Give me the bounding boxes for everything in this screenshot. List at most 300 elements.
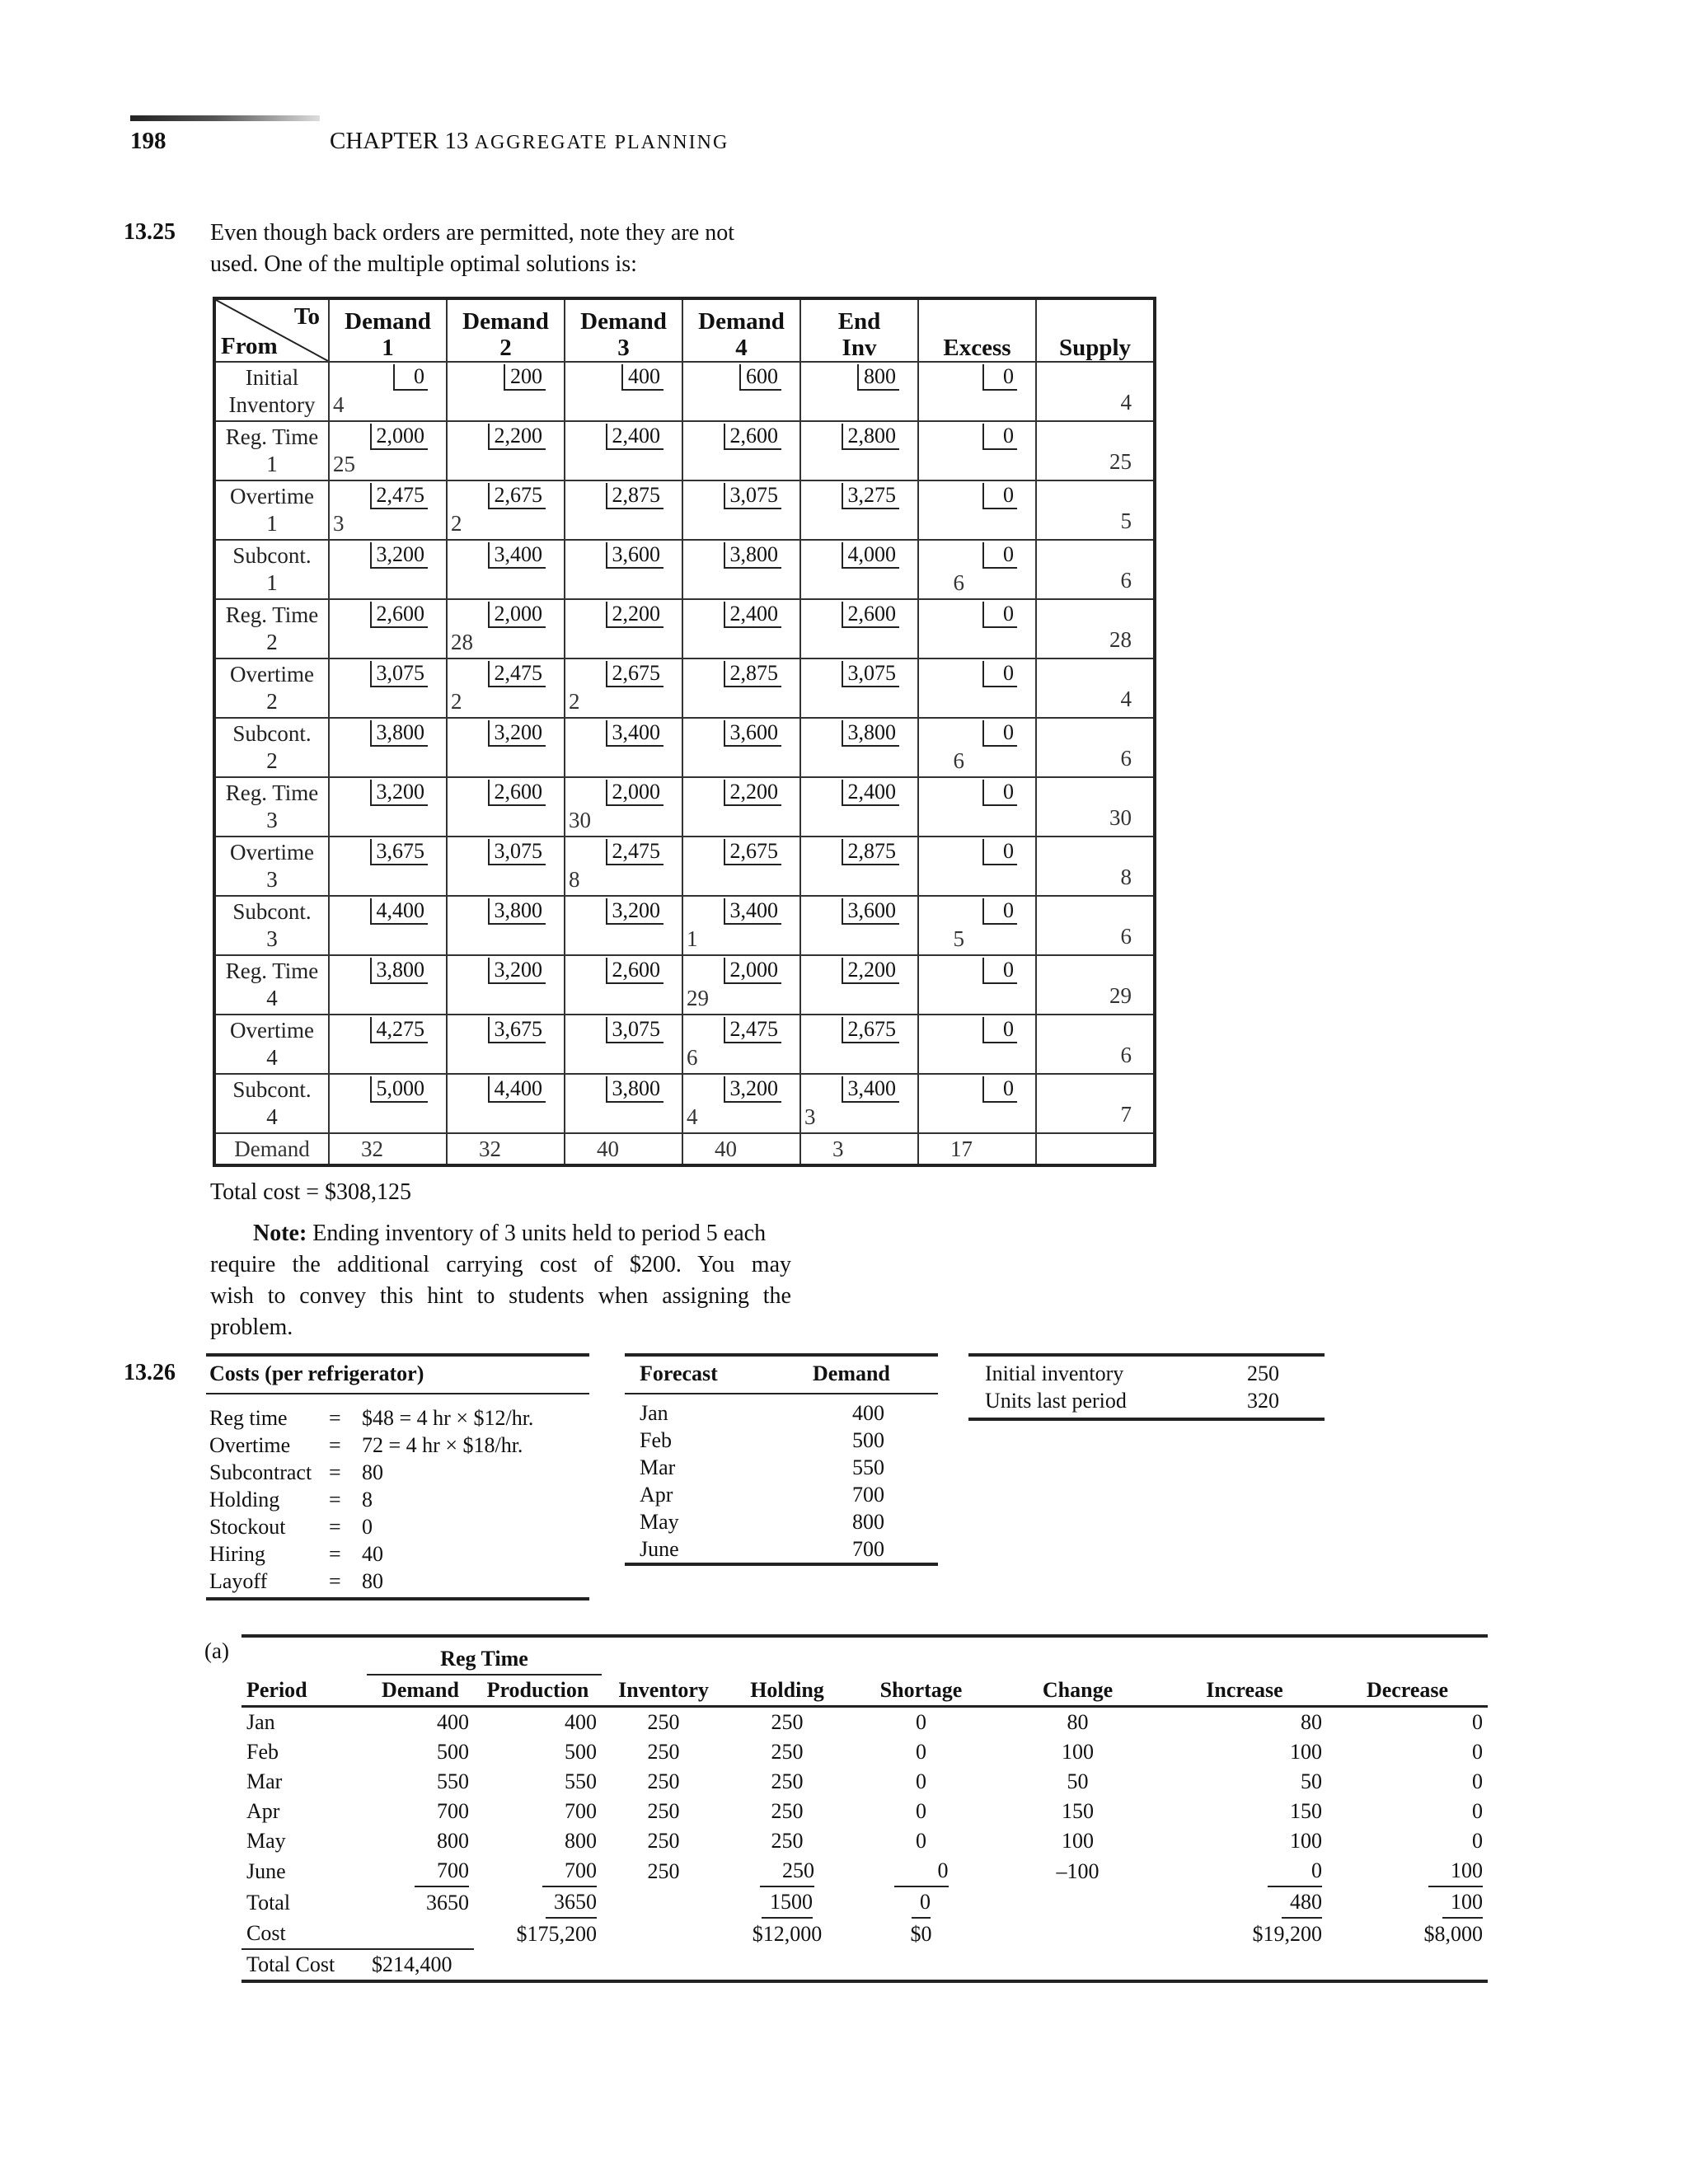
costs-header-rule: [206, 1393, 589, 1394]
part-a-header: Increase: [1162, 1675, 1327, 1707]
chapter-label: CHAPTER 13: [330, 128, 469, 154]
table-cell: [329, 421, 447, 480]
supply-cell: [1036, 896, 1155, 955]
part-a-label: (a): [204, 1638, 229, 1663]
part-a-cell: [725, 1767, 849, 1797]
unit-cost: 3,675: [370, 839, 429, 865]
part-a-cell: [1327, 1826, 1488, 1856]
note-label: Note:: [253, 1221, 307, 1246]
unit-cost: 3,275: [842, 483, 900, 509]
initial-label: Units last period: [985, 1389, 1127, 1413]
source-label: [214, 837, 329, 896]
source-label-line2: 4: [266, 1045, 278, 1070]
table-cell: [682, 1074, 800, 1133]
part-a-cell: [241, 1856, 367, 1887]
part-a-value: 100: [1290, 1740, 1322, 1764]
unit-cost: 2,675: [606, 661, 664, 687]
demand-value: [1036, 1133, 1155, 1165]
table-cell: [329, 599, 447, 658]
part-a-total-value: 0: [912, 1887, 931, 1919]
part-a-cell: [725, 1856, 849, 1887]
forecast-row: [640, 1508, 928, 1535]
table-cell: [447, 540, 565, 599]
table-cell: [800, 658, 918, 718]
cost-item: [209, 1432, 588, 1459]
part-a-cell: [993, 1856, 1162, 1887]
table-cell: [918, 362, 1036, 421]
table-cell: [918, 421, 1036, 480]
part-a-value: 400: [437, 1710, 469, 1734]
part-a-header: Holding: [725, 1675, 849, 1707]
forecast-header-demand: Demand: [813, 1361, 890, 1385]
part-a-cost-cell: Cost: [246, 1921, 286, 1945]
part-a-cell: [474, 1767, 602, 1797]
allocation: 28: [451, 630, 473, 654]
source-label-line1: Reg. Time: [225, 780, 319, 805]
table-cell: [565, 837, 682, 896]
allocation: 2: [569, 689, 580, 714]
unit-cost: 2,600: [606, 958, 664, 984]
part-a-cell: [602, 1767, 725, 1797]
part-a-value: 700: [437, 1799, 469, 1823]
table-cell: [800, 896, 918, 955]
forecast-row: [640, 1535, 928, 1563]
source-row: [214, 718, 1155, 777]
unit-cost: 0: [982, 720, 1017, 747]
part-a-cell: [1327, 1856, 1488, 1887]
part-a-header: Period: [241, 1675, 367, 1707]
problem-number-1326: 13.26: [124, 1360, 176, 1385]
demand-value: 32: [329, 1133, 447, 1165]
supply-cell: [1036, 1015, 1155, 1074]
unit-cost: 600: [739, 364, 781, 391]
table-cell: [918, 896, 1036, 955]
forecast-header-month: Forecast: [640, 1361, 718, 1385]
note-1325: [210, 1218, 791, 1343]
table-cell: [918, 718, 1036, 777]
source-label-line1: Reg. Time: [225, 602, 319, 627]
part-a-header-row: [241, 1675, 1488, 1707]
column-header-line1: Demand: [345, 308, 431, 335]
unit-cost: 2,800: [842, 424, 900, 450]
forecast-demand: 500: [852, 1428, 884, 1452]
unit-cost: 3,200: [488, 958, 546, 984]
cost-label: Stockout: [209, 1515, 286, 1539]
part-a-cell: [602, 1826, 725, 1856]
unit-cost: 2,200: [842, 958, 900, 984]
part-a-cell: [367, 1767, 474, 1797]
part-a-cell: [1327, 1797, 1488, 1826]
unit-cost: 3,400: [606, 720, 664, 747]
part-a-cell: [241, 1797, 367, 1826]
part-a-value: 50: [1301, 1769, 1322, 1793]
supply-cell: [1036, 421, 1155, 480]
unit-cost: 0: [982, 780, 1017, 806]
table-cell: [682, 718, 800, 777]
part-a-cell: [993, 1737, 1162, 1767]
part-a-cell: [367, 1826, 474, 1856]
unit-cost: 0: [393, 364, 428, 391]
part-a-header: Demand: [367, 1675, 474, 1707]
column-header-5: [918, 298, 1036, 362]
part-a-value: 250: [647, 1859, 680, 1883]
part-a-value: 0: [1472, 1740, 1483, 1764]
table-cell: [800, 718, 918, 777]
part-a-cell: [367, 1797, 474, 1826]
part-a-cost-cell: [602, 1919, 725, 1949]
part-a-value: 0: [1472, 1829, 1483, 1853]
part-a-row: [241, 1707, 1488, 1738]
column-header-6: [1036, 298, 1155, 362]
table-cell: [565, 718, 682, 777]
unit-cost: 2,400: [724, 602, 782, 628]
cost-value: 72 = 4 hr × $18/hr.: [362, 1433, 523, 1457]
part-a-cell: [993, 1767, 1162, 1797]
cost-label: Overtime: [209, 1433, 291, 1457]
part-a-value: 250: [771, 1799, 804, 1823]
table-cell: [329, 955, 447, 1015]
demand-value: 40: [565, 1133, 682, 1165]
part-a-total-cell: [993, 1887, 1162, 1919]
part-a-cell: [367, 1856, 474, 1887]
source-label: [214, 955, 329, 1015]
forecast-demand: 700: [852, 1483, 884, 1507]
part-a-row: [241, 1767, 1488, 1797]
supply-cell: [1036, 480, 1155, 540]
table-cell: [800, 837, 918, 896]
source-label: [214, 480, 329, 540]
table-cell: [800, 540, 918, 599]
part-a-cell: [241, 1707, 367, 1738]
source-label-line1: Subcont.: [232, 543, 312, 568]
table-cell: [918, 658, 1036, 718]
table-cell: [682, 362, 800, 421]
supply-value: 4: [1120, 390, 1132, 415]
forecast-demand: 400: [852, 1401, 884, 1425]
unit-cost: 0: [982, 1017, 1017, 1043]
table-cell: [565, 777, 682, 837]
unit-cost: 3,600: [724, 720, 782, 747]
part-a-table: [241, 1634, 1488, 1983]
source-row: [214, 480, 1155, 540]
cost-value: 80: [362, 1569, 383, 1593]
table-cell: [918, 1074, 1036, 1133]
source-row: [214, 658, 1155, 718]
forecast-rows: [640, 1399, 928, 1563]
unit-cost: 5,000: [370, 1076, 429, 1103]
allocation: 3: [333, 511, 345, 536]
table-cell: [800, 480, 918, 540]
part-a-value: 0: [916, 1829, 926, 1853]
part-a-value: 0: [1472, 1769, 1483, 1793]
unit-cost: 2,000: [724, 958, 782, 984]
forecast-row: [640, 1427, 928, 1454]
forecast-month: Feb: [640, 1428, 672, 1452]
empty-cell: [474, 1949, 602, 1981]
unit-cost: 0: [982, 424, 1017, 450]
table-cell: [800, 599, 918, 658]
part-a-row: [241, 1737, 1488, 1767]
allocation: 2: [451, 511, 462, 536]
table-cell: [918, 480, 1036, 540]
table-cell: [329, 1074, 447, 1133]
part-a-cost-cell: $8,000: [1423, 1921, 1483, 1946]
part-a-cell: [725, 1707, 849, 1738]
source-label-line1: Overtime: [230, 484, 314, 509]
total-cost-label: Total Cost: [241, 1949, 367, 1981]
table-cell: [918, 777, 1036, 837]
part-a-cell: [849, 1707, 993, 1738]
part-a-value: 250: [647, 1799, 680, 1823]
cost-item: [209, 1404, 588, 1432]
source-row: [214, 362, 1155, 421]
table-cell: [329, 777, 447, 837]
initial-value: 320: [1247, 1389, 1279, 1413]
part-a-value: 250: [647, 1740, 680, 1764]
unit-cost: 2,000: [606, 780, 664, 806]
part-a-total-cell: [602, 1887, 725, 1919]
table-cell: [682, 896, 800, 955]
unit-cost: 0: [982, 602, 1017, 628]
source-label-line2: 1: [266, 511, 278, 536]
demand-value: 17: [918, 1133, 1036, 1165]
table-cell: [800, 955, 918, 1015]
demand-value: 32: [447, 1133, 565, 1165]
allocation: 4: [333, 392, 345, 417]
unit-cost: 3,075: [842, 661, 900, 687]
part-a-header: Change: [993, 1675, 1162, 1707]
table-cell: [329, 896, 447, 955]
column-header-line2: 4: [735, 335, 748, 361]
part-a-cell: [474, 1797, 602, 1826]
part-a-value: 550: [565, 1769, 597, 1793]
transportation-table: [213, 297, 1156, 1167]
demand-row-label: Demand: [214, 1133, 329, 1165]
cost-label: Holding: [209, 1488, 280, 1511]
supply-cell: [1036, 1074, 1155, 1133]
unit-cost: 0: [982, 839, 1017, 865]
unit-cost: 2,600: [370, 602, 429, 628]
unit-cost: 4,400: [488, 1076, 546, 1103]
forecast-demand: 800: [852, 1510, 884, 1534]
part-a-cell: [241, 1767, 367, 1797]
part-a-cell: [849, 1826, 993, 1856]
part-a-cell: [849, 1737, 993, 1767]
forecast-table: [625, 1353, 938, 1566]
column-header-1: [447, 298, 565, 362]
unit-cost: 3,600: [842, 898, 900, 925]
unit-cost: 2,475: [724, 1017, 782, 1043]
part-a-value: 250: [647, 1829, 680, 1853]
part-a-cell: [1162, 1797, 1327, 1826]
unit-cost: 0: [982, 542, 1017, 569]
unit-cost: 3,200: [488, 720, 546, 747]
empty-cell: [725, 1949, 849, 1981]
table-cell: [447, 718, 565, 777]
forecast-row: [640, 1454, 928, 1481]
source-row: [214, 955, 1155, 1015]
empty-cell: [602, 1949, 725, 1981]
column-header-4: [800, 298, 918, 362]
unit-cost: 2,675: [842, 1017, 900, 1043]
empty-cell: [993, 1949, 1162, 1981]
empty-cell: [725, 1636, 849, 1675]
note-line2: require the additional carrying cost of $200. You may: [210, 1252, 791, 1277]
part-a-cell: [1327, 1707, 1488, 1738]
source-label: [214, 599, 329, 658]
part-a-group-header-row: [241, 1636, 1488, 1675]
supply-value: 7: [1120, 1102, 1132, 1127]
source-label-line2: 2: [266, 748, 278, 773]
part-a-cell: [602, 1737, 725, 1767]
cost-value: 40: [362, 1542, 383, 1566]
part-a-cell: [367, 1707, 474, 1738]
part-a-value: 0: [1268, 1856, 1322, 1887]
source-label-line2: 4: [266, 986, 278, 1010]
part-a-value: May: [246, 1829, 286, 1853]
source-label: [214, 421, 329, 480]
part-a-cell: [1327, 1737, 1488, 1767]
part-a-value: Apr: [246, 1799, 280, 1823]
allocation: 6: [953, 748, 964, 773]
table-cell: [329, 1015, 447, 1074]
problem-1325-line1: Even though back orders are permitted, note they are not: [210, 220, 734, 246]
source-label: [214, 896, 329, 955]
supply-value: 6: [1120, 924, 1132, 949]
costs-title: Costs (per refrigerator): [209, 1361, 424, 1385]
table-cell: [918, 837, 1036, 896]
unit-cost: 2,600: [488, 780, 546, 806]
corner-to: To: [293, 303, 320, 330]
column-header-line1: Demand: [580, 308, 667, 335]
part-a-cell: [602, 1856, 725, 1887]
part-a-value: 0: [916, 1740, 926, 1764]
header-rule: [130, 115, 320, 121]
table-cell: [447, 777, 565, 837]
unit-cost: 3,400: [724, 898, 782, 925]
unit-cost: 800: [857, 364, 899, 391]
part-a-value: 700: [415, 1856, 469, 1887]
part-a-value: 700: [542, 1856, 597, 1887]
table-cell: [565, 658, 682, 718]
part-a-total-value: 100: [1442, 1887, 1483, 1919]
part-a-row: [241, 1826, 1488, 1856]
source-label-line2: Inventory: [228, 392, 316, 417]
empty-cell: [241, 1636, 367, 1675]
part-a-value: 0: [916, 1710, 926, 1734]
table-cell: [447, 955, 565, 1015]
supply-cell: [1036, 362, 1155, 421]
cost-eq: =: [329, 1406, 341, 1430]
part-a-cell: [1162, 1767, 1327, 1797]
table-cell: [800, 362, 918, 421]
table-cell: [565, 480, 682, 540]
note-line1: [210, 1218, 791, 1249]
cost-item: [209, 1486, 588, 1513]
part-a-value: 0: [916, 1799, 926, 1823]
unit-cost: 3,800: [370, 720, 429, 747]
forecast-month: May: [640, 1510, 679, 1534]
source-label-line1: Subcont.: [232, 899, 312, 924]
table-cell: [682, 1015, 800, 1074]
table-cell: [329, 658, 447, 718]
unit-cost: 3,800: [606, 1076, 664, 1103]
supply-value: 4: [1120, 687, 1132, 711]
table-cell: [447, 421, 565, 480]
part-a-value: 0: [894, 1856, 949, 1887]
cost-item: [209, 1540, 588, 1568]
source-label-line1: Initial: [245, 365, 299, 390]
part-a-total-cell: [849, 1887, 993, 1919]
supply-value: 25: [1109, 449, 1132, 474]
source-label: [214, 540, 329, 599]
forecast-demand: 700: [852, 1537, 884, 1561]
part-a-cell: [474, 1707, 602, 1738]
part-a-cell: [602, 1797, 725, 1826]
allocation: 6: [687, 1045, 698, 1070]
column-header-line1: End: [837, 308, 881, 335]
empty-cell: [993, 1636, 1162, 1675]
part-a-value: 250: [771, 1829, 804, 1853]
source-row: [214, 599, 1155, 658]
part-a-value: 0: [916, 1769, 926, 1793]
demand-row: [214, 1133, 1155, 1165]
cost-eq: =: [329, 1433, 341, 1457]
note-line3: wish to convey this hint to students when assigning the: [210, 1283, 791, 1309]
part-a-cell: [474, 1856, 602, 1887]
unit-cost: 3,075: [606, 1017, 664, 1043]
part-a-cell: [474, 1737, 602, 1767]
unit-cost: 2,875: [606, 483, 664, 509]
unit-cost: 0: [982, 1076, 1017, 1103]
allocation: 30: [569, 808, 591, 832]
empty-cell: [1327, 1636, 1488, 1675]
part-a-cost-cell: $0: [910, 1921, 932, 1946]
part-a-total-value: 3650: [426, 1891, 469, 1915]
unit-cost: 200: [504, 364, 546, 391]
source-label-line1: Subcont.: [232, 1077, 312, 1102]
unit-cost: 2,400: [842, 780, 900, 806]
source-row: [214, 777, 1155, 837]
cost-eq: =: [329, 1460, 341, 1484]
column-header-line1: Demand: [462, 308, 549, 335]
initial-row: [985, 1387, 1323, 1414]
source-label-line2: 2: [266, 689, 278, 714]
allocation: 25: [333, 452, 355, 476]
table-cell: [447, 1074, 565, 1133]
part-a-cost-row: [241, 1919, 1488, 1949]
unit-cost: 3,600: [606, 542, 664, 569]
part-a-total-value: 3650: [546, 1887, 597, 1919]
supply-value: 6: [1120, 568, 1132, 593]
table-cell: [565, 540, 682, 599]
part-a-cell: [993, 1797, 1162, 1826]
source-row: [214, 421, 1155, 480]
forecast-header-rule: [625, 1393, 938, 1394]
forecast-row: [640, 1481, 928, 1508]
unit-cost: 0: [982, 898, 1017, 925]
supply-value: 6: [1120, 746, 1132, 771]
table-cell: [447, 1015, 565, 1074]
allocation: 4: [687, 1104, 698, 1129]
part-a-total-cell: [241, 1887, 367, 1919]
source-row: [214, 896, 1155, 955]
part-a-cell: [849, 1767, 993, 1797]
costs-rows: [209, 1404, 588, 1595]
empty-cell: [849, 1949, 993, 1981]
unit-cost: 2,200: [606, 602, 664, 628]
part-a-total-cell: [1327, 1887, 1488, 1919]
